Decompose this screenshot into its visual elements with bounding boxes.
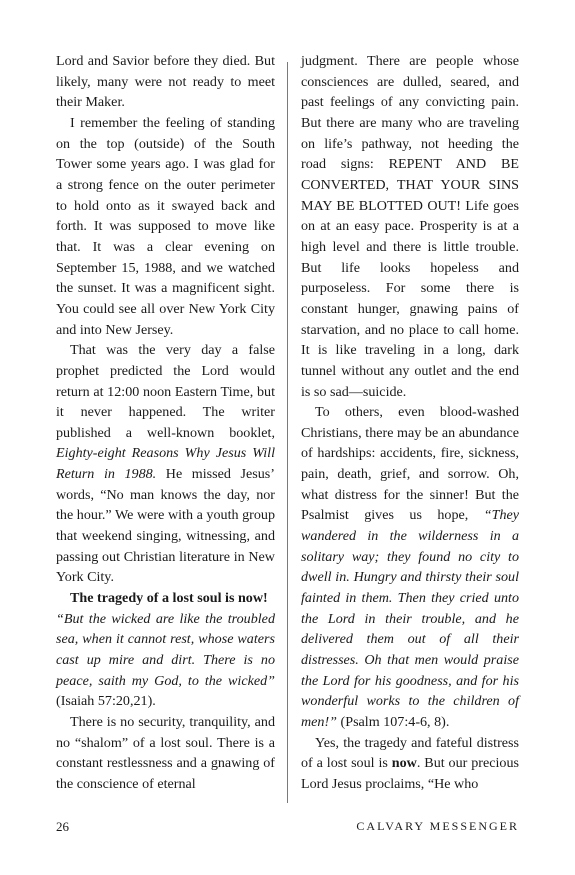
scripture-reference: (Psalm 107:4-6, 8). (337, 714, 450, 730)
running-title: CALVARY MESSENGER (356, 819, 519, 833)
scripture-quote-text: “But the wicked are like the troubled sea, when it cannot rest, whose waters cast up mire and dirt. There is no peace, saith my God, to the wicked” (56, 610, 275, 689)
paragraph-text: To others, even blood-washed Christians, there may be an abundance of hardships: accidents, fire, sickness, pain, death, grief, and sorrow. Oh, what distress for the sinner! But the Psalmist gives us hope, (301, 404, 519, 524)
section-heading-text: The tragedy of a lost soul is now! (70, 590, 268, 607)
paragraph-text: That was the very day a false prophet predicted the Lord would return at 12:00 noon Eastern Time, but it never happened. The writer published a well-known booklet, (56, 342, 275, 441)
scripture-reference: (Isaiah 57:20,21). (56, 693, 156, 710)
paragraph-text: He missed Jesus’ words, “No man knows the day, nor the hour.” We were with a youth group that weekend singing, witnessing, and passing out Christian literature in New York City. (56, 466, 275, 586)
paragraph: I remember the feeling of standing on the top (outside) of the South Tower some years ago. I was glad for a strong fence on the outer perimeter to hold onto as it swayed back and forth. It was supposed to move like that. It was a clear evening on September 15, 1988, and we watched the sunset. It was a magnificent sight. You could see all over New York City and into New Jersey. (56, 114, 275, 338)
section-heading (56, 588, 275, 609)
scripture-quote (56, 609, 275, 712)
paragraph (56, 340, 275, 588)
emphasis-now: now (391, 755, 417, 772)
paragraph: There is no security, tranquility, and no “shalom” of a lost soul. There is a constant restlessness and a gnawing of the conscience of eternal (56, 714, 275, 792)
paragraph: judgment. There are people whose consciences are dulled, seared, and past feelings of any convicting pain. But there are many who are traveling on life’s pathway, not heeding the road signs: REPENT AND BE CONVERTED, THAT YOUR SINS MAY BE BLOTTED OUT! Life goes on at an easy pace. Prosperity is at a high level and there is little trouble. But life looks hopeless and purposeless. For some there is constant hunger, gnawing pains of starvation, and no place to call home. It is like traveling in a long, dark tunnel without any outlet and the end is so sad—suicide. (301, 53, 519, 400)
paragraph (301, 733, 519, 795)
column-divider (287, 62, 288, 803)
right-column (301, 51, 519, 795)
paragraph: Lord and Savior before they died. But likely, many were not ready to meet their Maker. (56, 53, 275, 111)
paragraph-text: . But our precious Lord Jesus proclaims, “He who (301, 755, 519, 792)
booklet-title: Eighty-eight Reasons Why Jesus Will Return in 1988. (56, 445, 275, 483)
page-number: 26 (56, 819, 69, 834)
paragraph (301, 402, 519, 733)
paragraph-text: Yes, the tragedy and fateful distress of a lost soul is (301, 734, 519, 772)
left-column (56, 51, 275, 795)
scripture-quote-text: “They wandered in the wilderness in a solitary way; they found no city to dwell in. Hungry and thirsty their soul fainted in them. Then they cried unto the Lord in their trouble, and he delivered them out of all their distresses. Oh that men would praise the Lord for his goodness, and for his wonderful works to the children of men!” (301, 507, 519, 730)
